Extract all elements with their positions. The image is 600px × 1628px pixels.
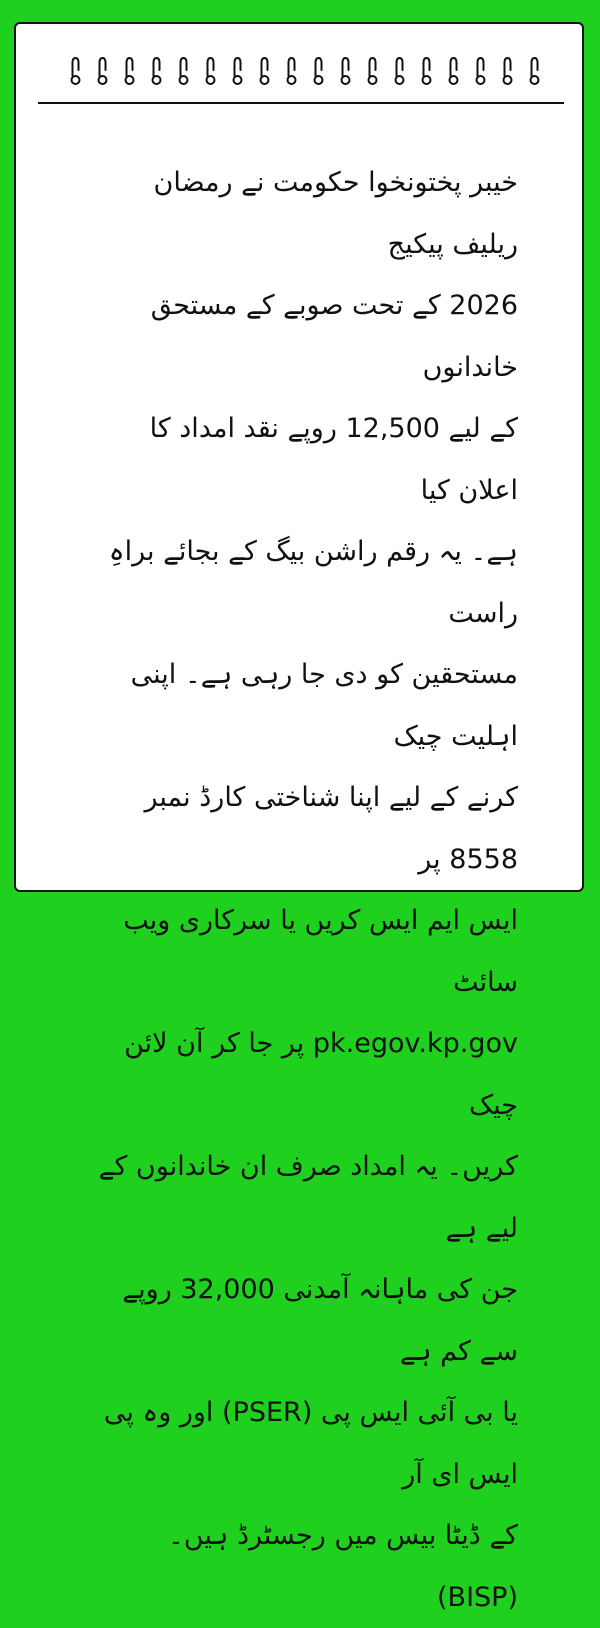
spiral-binding-ring-icon bbox=[180, 58, 188, 84]
spiral-binding-ring-icon bbox=[261, 58, 269, 84]
announcement-text: خیبر پختونخوا حکومت نے رمضان ریلیف پیکیج 2026 کے تحت صوبے کے مستحق خاندانوں کے لیے 12,500 روپے نقد امداد کا اعلان کیا ہے۔ یہ رقم راشن بیگ کے بجائے براہِ راست مستحقین کو دی جا رہی ہے۔ اپنی اہلیت چیک کرنے کے لیے اپنا شناختی کارڈ نمبر 8558 پر ایس ایم ایس کریں یا سرکاری ویب سائٹ pk.egov.kp.gov پر جا کر آن لائن چیک کریں۔ یہ امداد صرف ان خاندانوں کے لیے ہے جن کی ماہانہ آمدنی 32,000 روپے سے کم ہے یا بی آئی ایس پی (PSER) اور وہ پی ایس ای آر کے ڈیٹا بیس میں رجسٹرڈ ہیں۔ (BISP) bbox=[98, 167, 518, 1613]
spiral-binding-ring-icon bbox=[531, 58, 539, 84]
spiral-binding-ring-icon bbox=[234, 58, 242, 84]
spiral-binding-ring-icon bbox=[477, 58, 485, 84]
spiral-binding-ring-icon bbox=[153, 58, 161, 84]
spiral-binding-ring-icon bbox=[423, 58, 431, 84]
spiral-binding-ring-icon bbox=[288, 58, 296, 84]
spiral-binding-ring-icon bbox=[315, 58, 323, 84]
spiral-binding-ring-icon bbox=[99, 58, 107, 84]
spiral-binding-ring-icon bbox=[72, 58, 80, 84]
notepad-card bbox=[14, 22, 584, 1613]
spiral-binding bbox=[62, 56, 548, 86]
spiral-binding-ring-icon bbox=[369, 58, 377, 84]
spiral-binding-ring-icon bbox=[342, 58, 350, 84]
spiral-binding-ring-icon bbox=[396, 58, 404, 84]
spiral-binding-ring-icon bbox=[207, 58, 215, 84]
spiral-binding-ring-icon bbox=[504, 58, 512, 84]
spiral-binding-ring-icon bbox=[450, 58, 458, 84]
header-divider bbox=[38, 102, 564, 104]
spiral-binding-ring-icon bbox=[126, 58, 134, 84]
